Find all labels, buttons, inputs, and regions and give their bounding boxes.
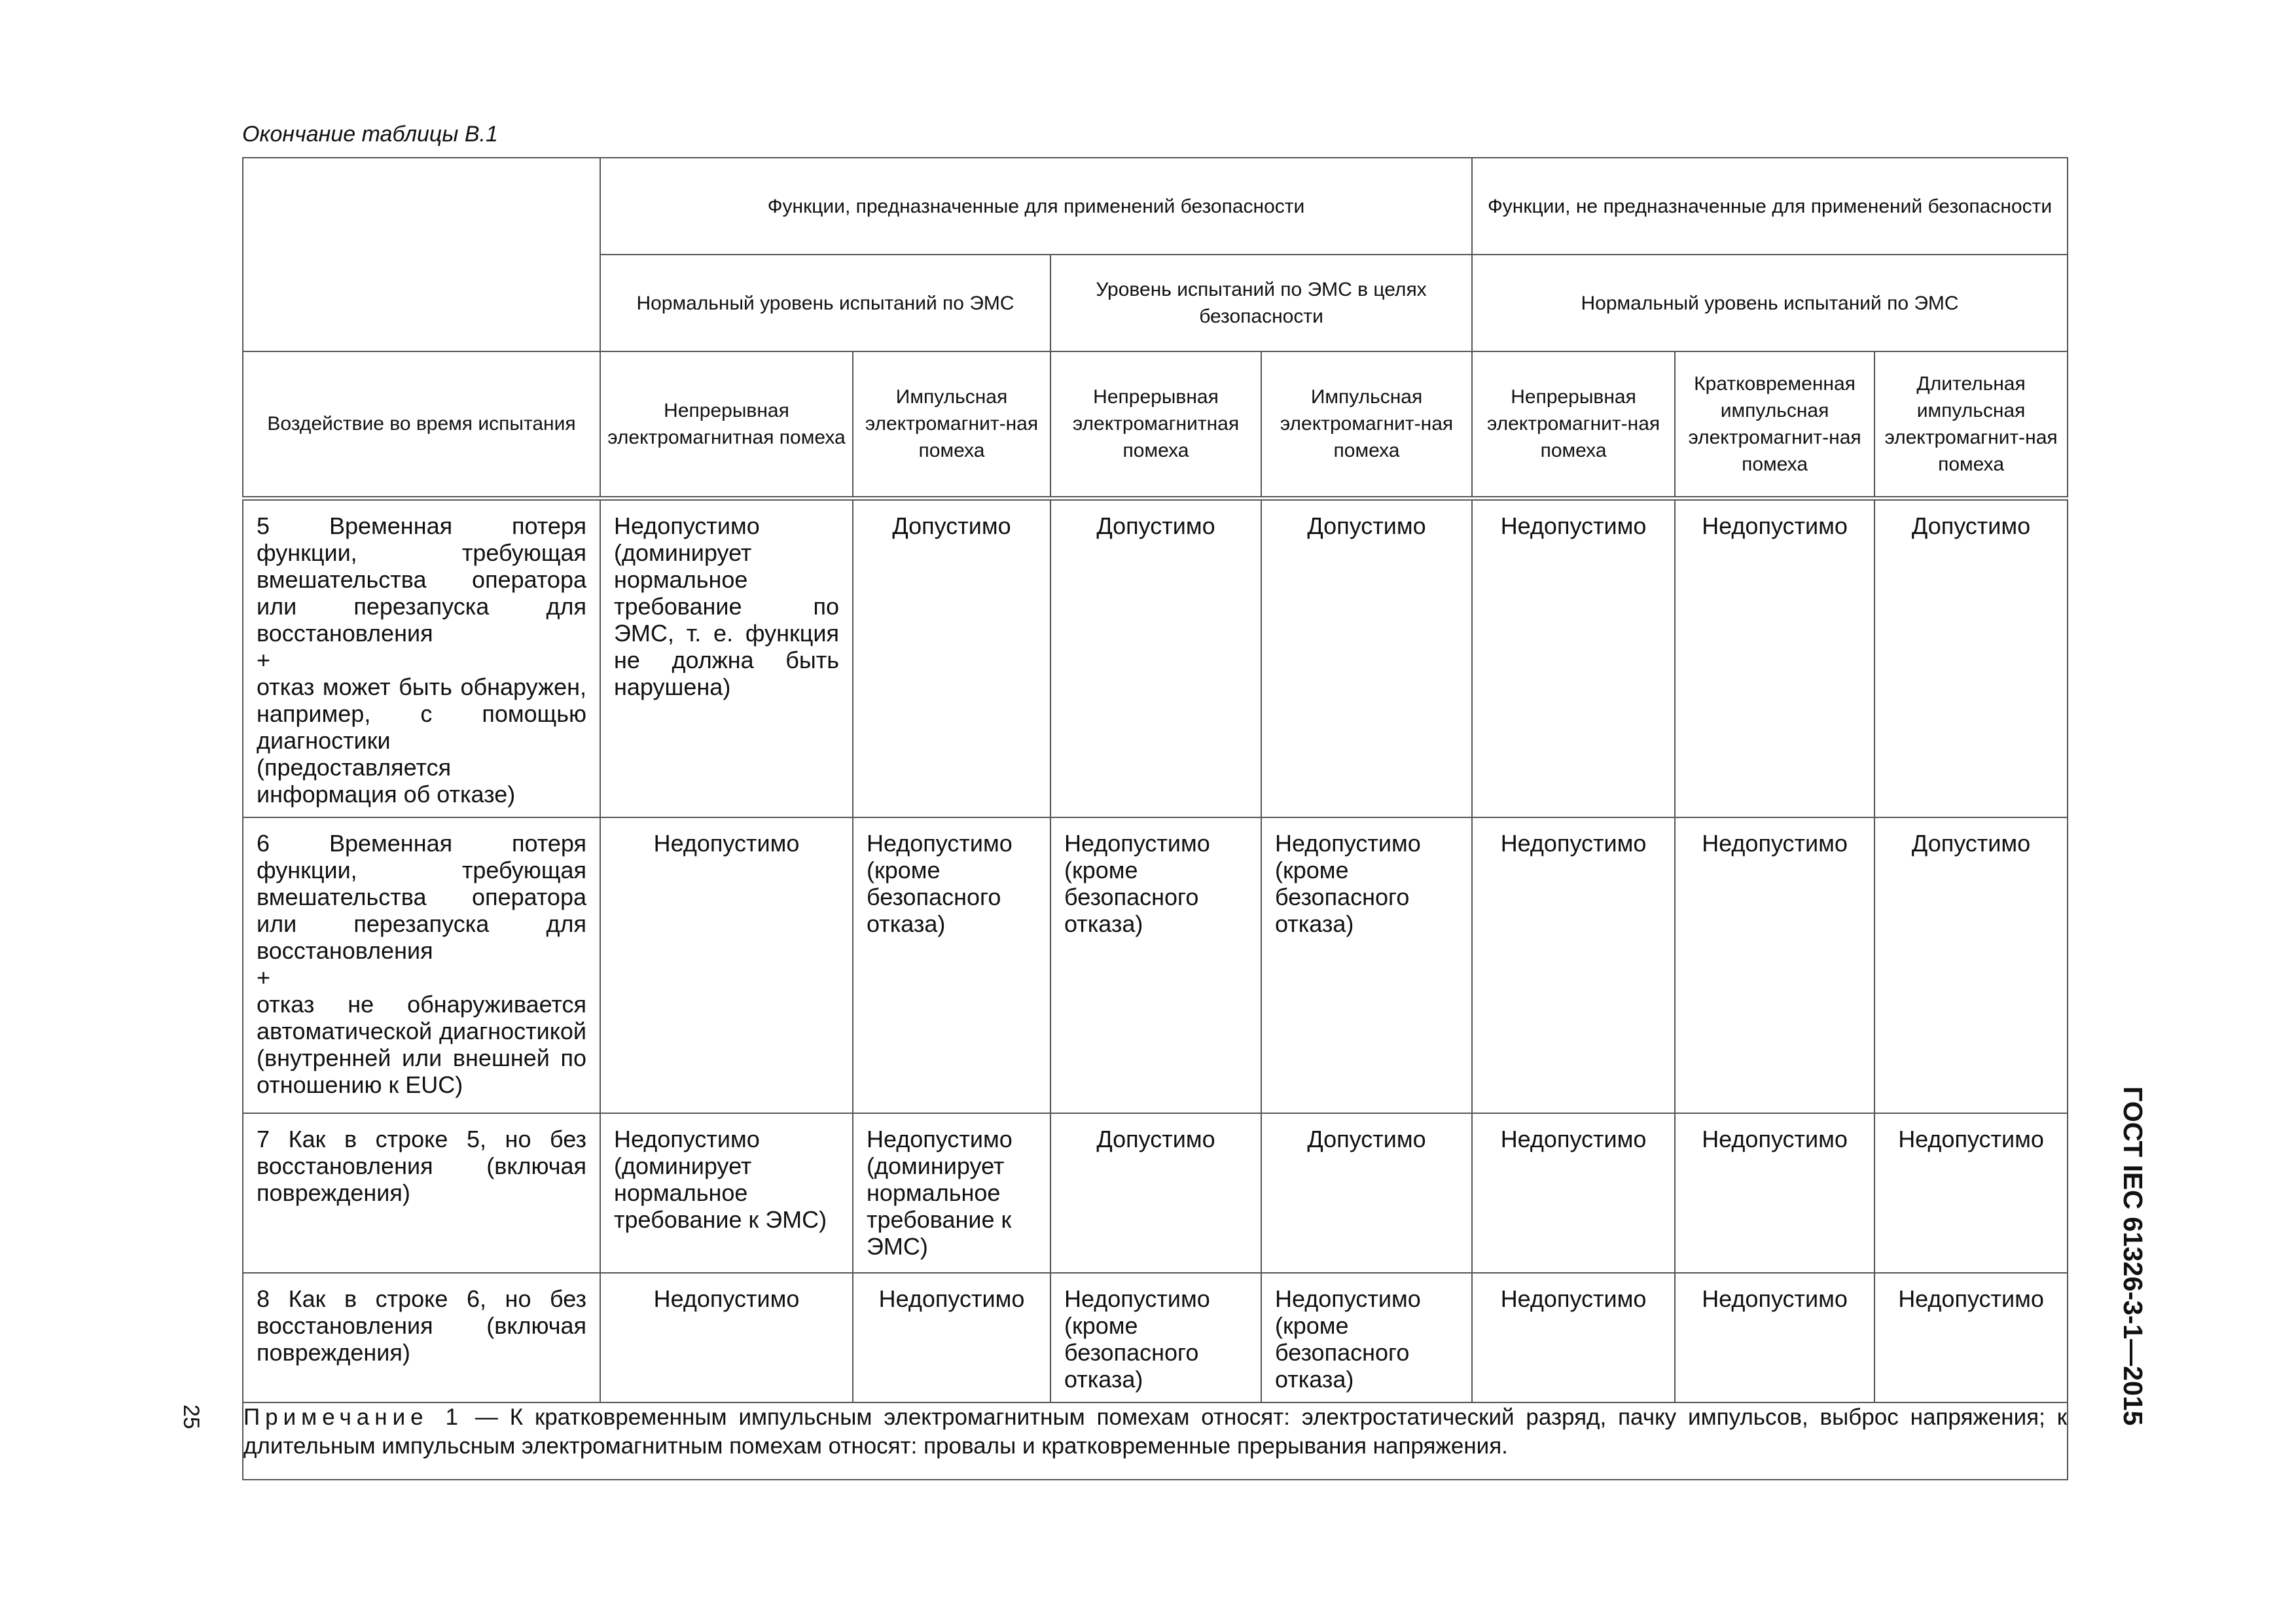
table-row [243,1273,2068,1402]
row-effect [243,498,600,817]
cell-value: Допустимо [1050,1113,1261,1273]
cell-value: Недопустимо [1675,498,1874,817]
cell-value: Недопустимо (кроме безопасного отказа) [1261,1273,1472,1402]
effect-text: отказ не обнаруживается автоматической диагностикой (внутренней или внешней по отношению к EUC) [257,990,586,1098]
cell-value: Недопустимо (доминирует нормальное требование по ЭМС, т. е. функция не должна быть нарушена) [600,498,853,817]
effect-text: 6 Временная потеря функции, требующая вмешательства оператора или перезапуска для восстановления [257,829,586,964]
effect-text: отказ может быть обнаружен, например, с помощью диагностики (предоставляется информация об отказе) [257,673,586,808]
cell-value: Недопустимо (кроме безопасного отказа) [1050,1273,1261,1402]
cell-value: Недопустимо (кроме безопасного отказа) [1261,817,1472,1113]
cell-value: Недопустимо [1472,817,1675,1113]
cell-value: Допустимо [1261,1113,1472,1273]
header-row-groups [243,158,2068,255]
table-row [243,498,2068,817]
cell-value: Недопустимо [1472,498,1675,817]
table-row [243,1113,2068,1273]
cell-value: Недопустимо (доминирует нормальное требование к ЭМС) [853,1113,1050,1273]
cell-value: Недопустимо (кроме безопасного отказа) [853,817,1050,1113]
cell-value: Допустимо [1874,817,2068,1113]
header-safety-level: Уровень испытаний по ЭМС в целях безопасности [1050,255,1472,351]
header-non-safety-normal-level: Нормальный уровень испытаний по ЭМС [1472,255,2068,351]
header-row-columns [243,351,2068,498]
cell-value: Недопустимо [853,1273,1050,1402]
cell-value: Недопустимо [600,817,853,1113]
page-number: 25 [179,1404,204,1429]
row-effect [243,817,600,1113]
cell-value: Недопустимо [1874,1113,2068,1273]
header-col-normal-continuous: Непрерывная электромагнитная помеха [600,351,853,498]
cell-value: Недопустимо (доминирует нормальное требование к ЭМС) [600,1113,853,1273]
cell-value: Допустимо [1261,498,1472,817]
effect-text: 7 Как в строке 5, но без восстановления (включая повреждения) [257,1125,586,1206]
row-effect [243,1113,600,1273]
header-col-ns-continuous: Непрерывная электромагнит-ная помеха [1472,351,1675,498]
header-effect: Воздействие во время испытания [243,351,600,498]
header-col-safety-continuous: Непрерывная электромагнитная помеха [1050,351,1261,498]
table-row [243,817,2068,1113]
header-non-safety-group: Функции, не предназначенные для применений безопасности [1472,158,2068,255]
cell-value: Недопустимо [1675,1273,1874,1402]
header-col-ns-long-impulse: Длительная импульсная электромагнит-ная помеха [1874,351,2068,498]
cell-value: Недопустимо (кроме безопасного отказа) [1050,817,1261,1113]
note-label: Примечание 1 [243,1404,463,1430]
note-row [243,1402,2068,1480]
effect-text: 5 Временная потеря функции, требующая вмешательства оператора или перезапуска для восстановления [257,512,586,647]
cell-value: Недопустимо [1472,1273,1675,1402]
cell-value: Недопустимо [600,1273,853,1402]
row-effect [243,1273,600,1402]
header-col-normal-impulse: Импульсная электромагнит-ная помеха [853,351,1050,498]
standard-code: ГОСТ IEC 61326-3-1—2015 [2118,1086,2148,1426]
header-col-ns-short-impulse: Кратковременная импульсная электромагнит-ная помеха [1675,351,1874,498]
cell-value: Недопустимо [1675,1113,1874,1273]
header-col-safety-impulse: Импульсная электромагнит-ная помеха [1261,351,1472,498]
note-text: — К кратковременным импульсным электромагнитным помехам относят: электростатический разряд, пачку импульсов, выброс напряжения; к длительным импульсным электромагнитным помехам относят: провалы и кратковременные прерывания напряжения. [243,1404,2068,1459]
table-note [243,1402,2068,1480]
effect-text: 8 Как в строке 6, но без восстановления (включая повреждения) [257,1285,586,1366]
effect-plus: + [257,963,271,991]
cell-value: Допустимо [1874,498,2068,817]
requirements-table [242,157,2068,1480]
table-caption: Окончание таблицы В.1 [242,122,498,147]
header-safety-group: Функции, предназначенные для применений безопасности [600,158,1472,255]
cell-value: Допустимо [1050,498,1261,817]
cell-value: Недопустимо [1874,1273,2068,1402]
cell-value: Недопустимо [1472,1113,1675,1273]
effect-plus: + [257,646,271,673]
cell-value: Допустимо [853,498,1050,817]
header-normal-level: Нормальный уровень испытаний по ЭМС [600,255,1050,351]
header-corner-empty [243,158,600,351]
cell-value: Недопустимо [1675,817,1874,1113]
